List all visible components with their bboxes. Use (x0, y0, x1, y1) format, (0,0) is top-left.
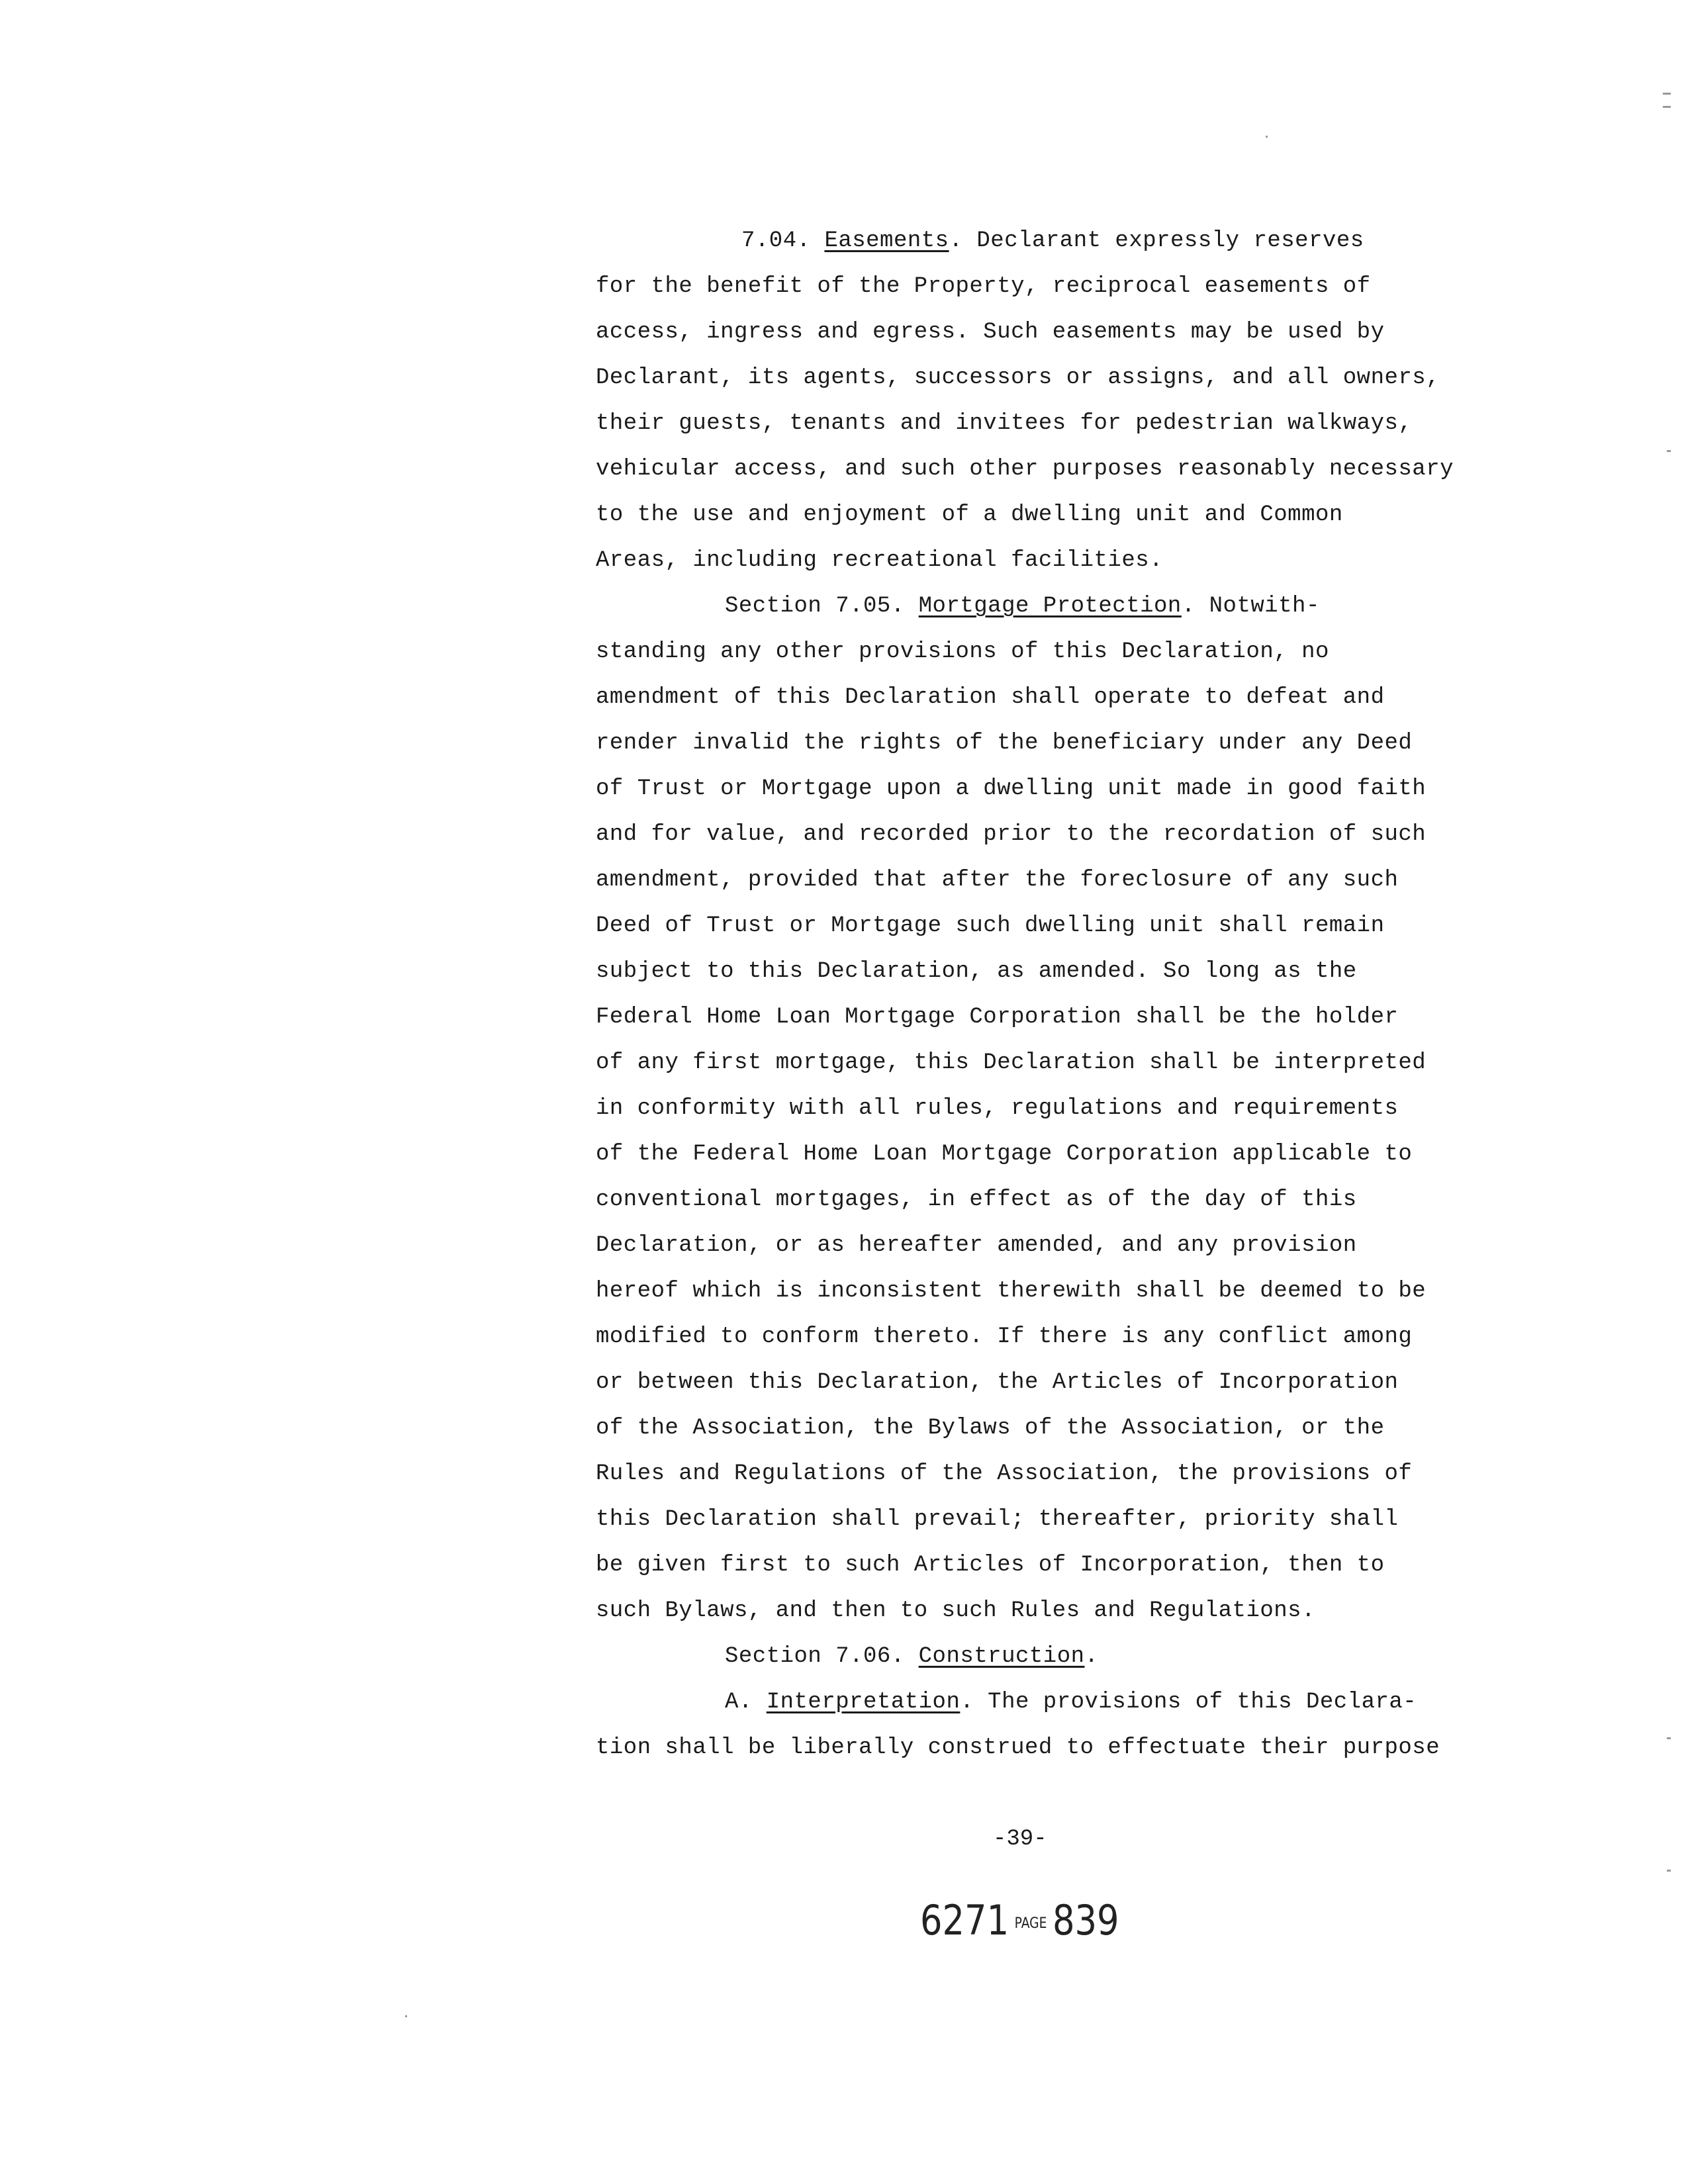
section-7-04-title: Easements (824, 228, 949, 253)
paragraph-line: Deed of Trust or Mortgage such dwelling unit shall remain (596, 913, 1385, 938)
paragraph-line: access, ingress and egress. Such easements may be used by (596, 320, 1385, 345)
section-7-04-heading-line (596, 218, 1470, 264)
body-text (596, 218, 1470, 1771)
paragraph-line: to the use and enjoyment of a dwelling unit and Common (596, 502, 1343, 527)
paragraph-line: such Bylaws, and then to such Rules and Regulations. (596, 1598, 1315, 1623)
paragraph-line: of the Association, the Bylaws of the Association, or the (596, 1416, 1385, 1441)
section-7-06-title-rest: . (1084, 1644, 1099, 1669)
scan-mark (1667, 1870, 1671, 1872)
recording-book-number: 6271 (920, 1896, 1009, 1944)
paragraph-line: vehicular access, and such other purposes reasonably necessary (596, 457, 1454, 482)
section-7-05-label: Section 7.05. (725, 594, 905, 619)
subsection-a-heading-line (596, 1680, 1470, 1725)
paragraph-line: Areas, including recreational facilities. (596, 548, 1164, 573)
section-7-05-title: Mortgage Protection (918, 594, 1182, 619)
section-7-05-first-line: . Notwith- (1181, 594, 1320, 619)
section-7-04-number: 7.04. (741, 228, 811, 253)
page-number: -39- (993, 1827, 1047, 1852)
paragraph-line: amendment, provided that after the foreclosure of any such (596, 868, 1399, 893)
paragraph-line: amendment of this Declaration shall operate to defeat and (596, 685, 1385, 710)
paragraph-line: this Declaration shall prevail; thereafter, priority shall (596, 1507, 1399, 1532)
paragraph-line: for the benefit of the Property, reciprocal easements of (596, 274, 1371, 299)
paragraph-line: standing any other provisions of this Declaration, no (596, 639, 1329, 664)
paragraph-line: tion shall be liberally construed to effectuate their purpose (596, 1735, 1440, 1760)
paragraph-line: Declaration, or as hereafter amended, and any provision (596, 1233, 1357, 1258)
paragraph-line: hereof which is inconsistent therewith shall be deemed to be (596, 1279, 1427, 1304)
paragraph-line: Declarant, its agents, successors or assigns, and all owners, (596, 365, 1440, 390)
paragraph-line: their guests, tenants and invitees for pedestrian walkways, (596, 411, 1413, 436)
paragraph-line: or between this Declaration, the Articles of Incorporation (596, 1370, 1399, 1395)
section-7-06-heading-line (596, 1634, 1470, 1680)
recording-page-label: PAGE (1014, 1915, 1047, 1932)
scan-mark (405, 2015, 407, 2017)
paragraph-line: modified to conform thereto. If there is any conflict among (596, 1324, 1413, 1349)
paragraph-line: of Trust or Mortgage upon a dwelling unit made in good faith (596, 776, 1427, 801)
paragraph-line: be given first to such Articles of Incorporation, then to (596, 1553, 1385, 1578)
paragraph-line: Rules and Regulations of the Association, the provisions of (596, 1461, 1413, 1486)
scan-mark (1663, 106, 1671, 108)
section-7-04-first-line: . Declarant expressly reserves (949, 228, 1364, 253)
subsection-a-first-line: . The provisions of this Declara- (960, 1690, 1417, 1715)
paragraph-line: and for value, and recorded prior to the recordation of such (596, 822, 1427, 847)
subsection-a-title: Interpretation (766, 1690, 961, 1715)
section-7-06-title: Construction (918, 1644, 1085, 1669)
recording-page-number: 839 (1052, 1896, 1119, 1944)
scan-mark (1667, 450, 1671, 452)
paragraph-line: Federal Home Loan Mortgage Corporation shall be the holder (596, 1005, 1399, 1030)
section-7-06-label: Section 7.06. (725, 1644, 905, 1669)
scan-mark (1667, 1737, 1671, 1739)
paragraph-line: render invalid the rights of the beneficiary under any Deed (596, 731, 1413, 756)
paragraph-line: subject to this Declaration, as amended. So long as the (596, 959, 1357, 984)
subsection-a-letter: A. (725, 1690, 753, 1715)
paragraph-line: in conformity with all rules, regulations and requirements (596, 1096, 1399, 1121)
scan-mark (1266, 136, 1268, 138)
scan-mark (1663, 93, 1671, 95)
paragraph-line: of the Federal Home Loan Mortgage Corporation applicable to (596, 1142, 1413, 1167)
paragraph-line: conventional mortgages, in effect as of the day of this (596, 1187, 1357, 1212)
recording-stamp (920, 1896, 1119, 1944)
section-7-05-heading-line (596, 584, 1470, 629)
paragraph-line: of any first mortgage, this Declaration shall be interpreted (596, 1050, 1427, 1075)
